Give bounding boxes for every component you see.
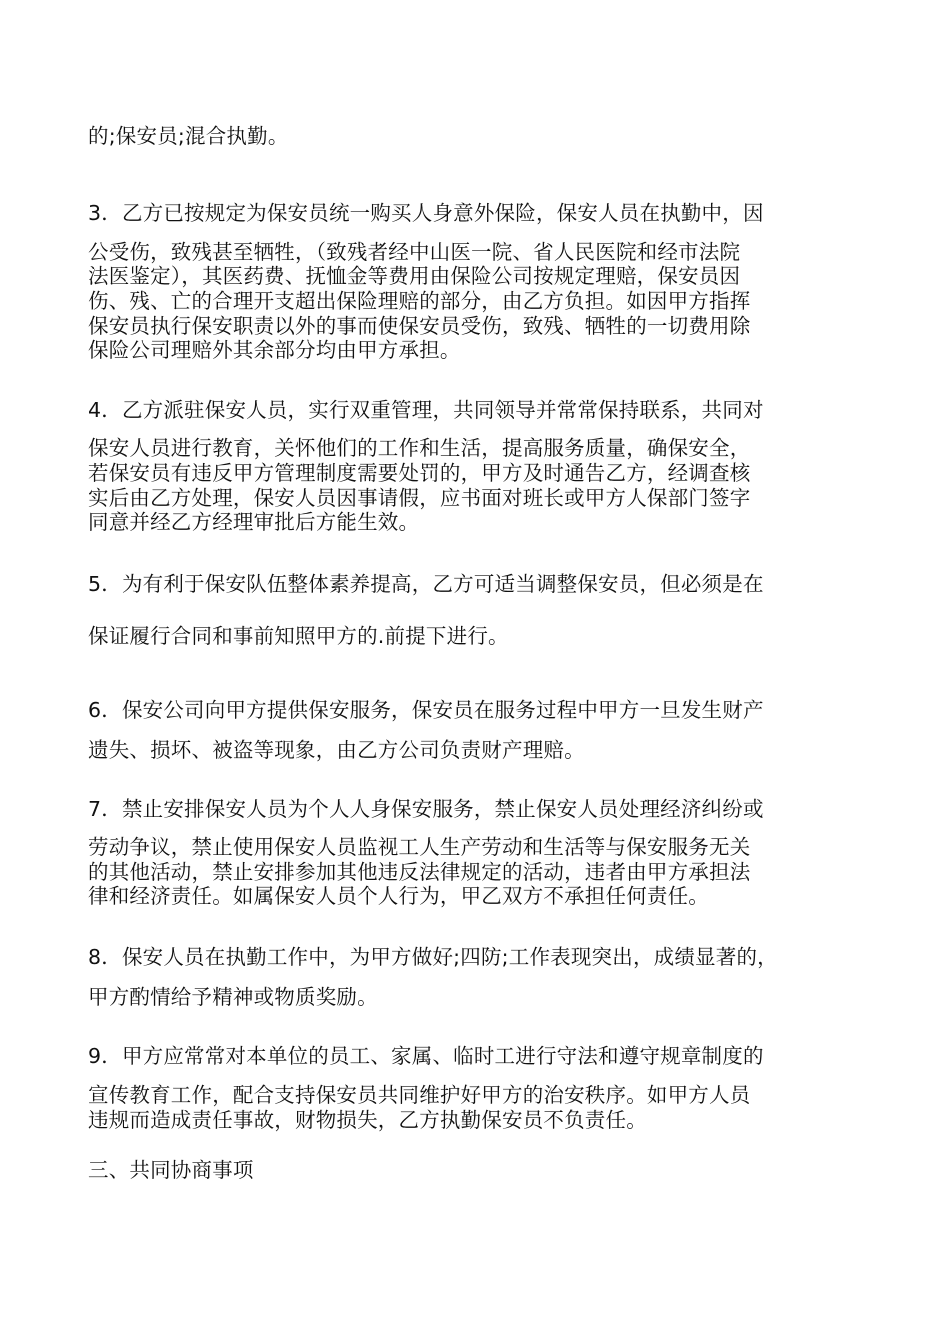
text-line: 违规而造成责任事故，财物损失，乙方执勤保安员不负责任。 — [88, 1108, 647, 1132]
text-line: 律和经济责任。如属保安人员个人行为，甲乙双方不承担任何责任。 — [88, 884, 709, 908]
text-line: 的其他活动，禁止安排参加其他违反法律规定的活动，违者由甲方承担法 — [88, 860, 751, 884]
text-line: 9．甲方应常常对本单位的员工、家属、临时工进行守法和遵守规章制度的 — [88, 1044, 764, 1068]
text-line: 同意并经乙方经理审批后方能生效。 — [88, 510, 420, 534]
text-line: 伤、残、亡的合理开支超出保险理赔的部分，由乙方负担。如因甲方指挥 — [88, 289, 751, 313]
text-line: 保证履行合同和事前知照甲方的.前提下进行。 — [88, 624, 509, 648]
text-line: 4．乙方派驻保安人员，实行双重管理，共同领导并常常保持联系，共同对 — [88, 398, 764, 422]
text-line: 7．禁止安排保安人员为个人人身保安服务，禁止保安人员处理经济纠纷或 — [88, 797, 764, 821]
text-line: 遗失、损坏、被盗等现象，由乙方公司负责财产理赔。 — [88, 738, 585, 762]
text-line: 保险公司理赔外其余部分均由甲方承担。 — [88, 338, 461, 362]
text-line: 3．乙方已按规定为保安员统一购买人身意外保险，保安人员在执勤中，因 — [88, 201, 764, 225]
text-line: 劳动争议，禁止使用保安人员监视工人生产劳动和生活等与保安服务无关 — [88, 835, 751, 859]
text-line: 保安员执行保安职责以外的事而使保安员受伤，致残、牺牲的一切费用除 — [88, 314, 751, 338]
text-line: 宣传教育工作，配合支持保安员共同维护好甲方的治安秩序。如甲方人员 — [88, 1083, 751, 1107]
text-line: 若保安员有违反甲方管理制度需要处罚的，甲方及时通告乙方，经调查核 — [88, 461, 751, 485]
text-line: 公受伤，致残甚至牺牲，（致残者经中山医一院、省人民医院和经市法院 — [88, 240, 741, 264]
section-heading: 三、共同协商事项 — [88, 1158, 254, 1182]
text-line: 5．为有利于保安队伍整体素养提高，乙方可适当调整保安员，但必须是在 — [88, 572, 764, 596]
text-line: 6．保安公司向甲方提供保安服务，保安员在服务过程中甲方一旦发生财产 — [88, 698, 764, 722]
text-line: 实后由乙方处理，保安人员因事请假，应书面对班长或甲方人保部门签字 — [88, 486, 751, 510]
text-line: 的;保安员;混合执勤。 — [88, 124, 289, 148]
text-line: 保安人员进行教育，关怀他们的工作和生活，提高服务质量，确保安全， — [88, 436, 751, 460]
text-line: 甲方酌情给予精神或物质奖励。 — [88, 985, 378, 1009]
text-line: 法医鉴定），其医药费、抚恤金等费用由保险公司按规定理赔，保安员因 — [88, 264, 741, 288]
text-line: 8．保安人员在执勤工作中，为甲方做好;四防;工作表现突出，成绩显著的， — [88, 945, 778, 969]
